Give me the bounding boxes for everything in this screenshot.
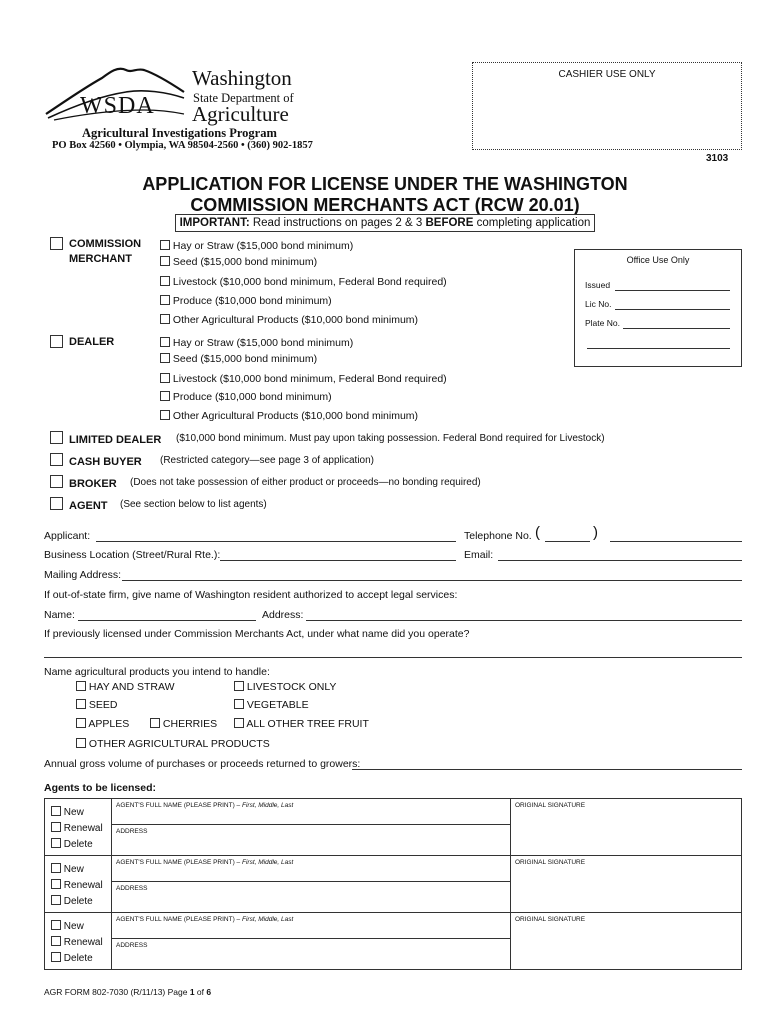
agent-delete-checkbox[interactable] — [51, 838, 61, 848]
agent-row-2 — [44, 855, 742, 913]
dealer-option-livestock — [160, 373, 447, 385]
cm-other-checkbox[interactable] — [160, 314, 170, 324]
product-vegetable-label: VEGETABLE — [246, 699, 309, 711]
agent-delete-checkbox[interactable] — [51, 952, 61, 962]
product-cherries-checkbox[interactable] — [150, 718, 160, 728]
important-label: IMPORTANT: — [179, 217, 250, 229]
email-input[interactable] — [498, 560, 742, 561]
agent-new-label: New — [63, 864, 84, 875]
office-plate-label: Plate No. — [585, 318, 620, 328]
important-text-pre: Read instructions on pages 2 & 3 — [249, 217, 426, 229]
out-of-state-label: If out-of-state firm, give name of Washington resident authorized to accept legal services: — [44, 589, 458, 601]
commission-merchant-label-2: MERCHANT — [69, 253, 132, 265]
dealer-produce-label: Produce ($10,000 bond minimum) — [172, 391, 332, 403]
name-input[interactable] — [78, 620, 256, 621]
applicant-label: Applicant: — [44, 530, 91, 542]
cm-option-hay — [160, 240, 353, 252]
cm-option-other — [160, 314, 418, 326]
agent-name-label: AGENT'S FULL NAME (PLEASE PRINT) – First, Middle, Last — [116, 802, 294, 809]
cm-livestock-checkbox[interactable] — [160, 276, 170, 286]
agent-address-cell[interactable] — [111, 825, 510, 855]
agent-delete-checkbox[interactable] — [51, 895, 61, 905]
business-location-label: Business Location (Street/Rural Rte.): — [44, 549, 221, 561]
agent-address-label: ADDRESS — [116, 828, 148, 835]
commission-merchant-label-1: COMMISSION — [69, 238, 142, 250]
agent-renewal-checkbox[interactable] — [51, 879, 61, 889]
office-use-box — [574, 249, 742, 367]
commission-merchant-checkbox[interactable] — [50, 237, 63, 250]
agent-options — [51, 805, 103, 853]
office-issued-label: Issued — [585, 280, 611, 290]
business-location-input[interactable] — [220, 560, 456, 561]
product-other — [76, 738, 270, 750]
product-seed-checkbox[interactable] — [76, 699, 86, 709]
agent-address-label: ADDRESS — [116, 942, 148, 949]
product-livestock-label: LIVESTOCK ONLY — [246, 681, 337, 693]
mailing-address-label: Mailing Address: — [44, 569, 122, 581]
telephone-number-input[interactable] — [610, 541, 742, 542]
page-title-line2: COMMISSION MERCHANTS ACT (RCW 20.01) — [190, 195, 580, 215]
product-vegetable-checkbox[interactable] — [234, 699, 244, 709]
cm-option-livestock — [160, 276, 447, 288]
product-seed — [76, 699, 118, 711]
gross-volume-label: Annual gross volume of purchases or proceeds returned to growers: — [44, 758, 361, 770]
cash-buyer-checkbox[interactable] — [50, 453, 63, 466]
dealer-livestock-checkbox[interactable] — [160, 373, 170, 383]
product-hay-label: HAY AND STRAW — [88, 681, 175, 693]
agent-delete-label: Delete — [63, 839, 93, 850]
agent-options — [51, 862, 103, 910]
product-apples-checkbox[interactable] — [76, 718, 86, 728]
agent-checkbox[interactable] — [50, 497, 63, 510]
product-other-checkbox[interactable] — [76, 738, 86, 748]
cm-option-produce — [160, 295, 332, 307]
cm-option-seed — [160, 256, 317, 268]
agent-signature-cell[interactable] — [510, 856, 741, 912]
products-prompt: Name agricultural products you intend to handle: — [44, 666, 270, 678]
agency-address: PO Box 42560 • Olympia, WA 98504-2560 • (360) 902-1857 — [52, 140, 313, 151]
product-cherries-label: CHERRIES — [162, 718, 218, 730]
agent-renewal-checkbox[interactable] — [51, 822, 61, 832]
agent-new-label: New — [63, 921, 84, 932]
dealer-hay-checkbox[interactable] — [160, 337, 170, 347]
office-plate-line — [623, 328, 730, 329]
office-use-title: Office Use Only — [626, 255, 690, 265]
cashier-label: CASHIER USE ONLY — [558, 69, 656, 80]
agent-renewal-label: Renewal — [63, 880, 103, 891]
dealer-option-seed — [160, 353, 317, 365]
office-lic-label: Lic No. — [585, 299, 612, 309]
cm-livestock-label: Livestock ($10,000 bond minimum, Federal Bond required) — [172, 276, 447, 288]
agent-name-label: AGENT'S FULL NAME (PLEASE PRINT) – First, Middle, Last — [116, 916, 294, 923]
dealer-checkbox[interactable] — [50, 335, 63, 348]
applicant-input[interactable] — [96, 541, 456, 542]
agent-signature-label: ORIGINAL SIGNATURE — [515, 802, 586, 809]
agent-address-cell[interactable] — [111, 882, 510, 912]
footer-form-id: AGR FORM 802-7030 (R/11/13) Page 1 of 6 — [44, 987, 212, 997]
org-name-line1: Washington — [192, 66, 292, 90]
address-input[interactable] — [306, 620, 742, 621]
agent-options — [51, 919, 103, 967]
agent-delete-label: Delete — [63, 953, 93, 964]
program-name: Agricultural Investigations Program — [82, 126, 277, 140]
product-livestock-checkbox[interactable] — [234, 681, 244, 691]
cm-produce-label: Produce ($10,000 bond minimum) — [172, 295, 332, 307]
product-cherries — [150, 718, 217, 730]
telephone-area-code-open: ( — [535, 524, 540, 541]
dealer-option-other — [160, 410, 418, 422]
agent-new-checkbox[interactable] — [51, 863, 61, 873]
agent-new-label: New — [63, 807, 84, 818]
telephone-label: Telephone No. — [464, 530, 532, 542]
broker-label: BROKER — [69, 478, 117, 490]
limited-dealer-checkbox[interactable] — [50, 431, 63, 444]
product-tree-fruit-label: ALL OTHER TREE FRUIT — [246, 718, 369, 730]
dealer-livestock-label: Livestock ($10,000 bond minimum, Federal Bond required) — [172, 373, 447, 385]
cm-hay-label: Hay or Straw ($15,000 bond minimum) — [172, 240, 354, 252]
dealer-label: DEALER — [69, 336, 115, 348]
product-tree-fruit-checkbox[interactable] — [234, 718, 244, 728]
telephone-area-code-close: ) — [593, 524, 598, 541]
office-lic-line — [615, 309, 730, 310]
product-livestock-only — [234, 681, 336, 693]
agent-renewal-label: Renewal — [63, 937, 103, 948]
agent-signature-label: ORIGINAL SIGNATURE — [515, 859, 586, 866]
telephone-area-code-input[interactable] — [545, 541, 590, 542]
dealer-other-label: Other Agricultural Products ($10,000 bond minimum) — [172, 410, 419, 422]
product-hay-checkbox[interactable] — [76, 681, 86, 691]
cm-other-label: Other Agricultural Products ($10,000 bond minimum) — [172, 314, 419, 326]
address-label: Address: — [262, 609, 304, 621]
agent-renewal-label: Renewal — [63, 823, 103, 834]
agent-address-label: ADDRESS — [116, 885, 148, 892]
agent-new-checkbox[interactable] — [51, 806, 61, 816]
dealer-hay-label: Hay or Straw ($15,000 bond minimum) — [172, 337, 354, 349]
dealer-seed-checkbox[interactable] — [160, 353, 170, 363]
agent-signature-label: ORIGINAL SIGNATURE — [515, 916, 586, 923]
agent-renewal-checkbox[interactable] — [51, 936, 61, 946]
agent-delete-label: Delete — [63, 896, 93, 907]
agent-note: (See section below to list agents) — [120, 499, 267, 510]
cm-seed-label: Seed ($15,000 bond minimum) — [172, 256, 318, 268]
dealer-option-produce — [160, 391, 332, 403]
name-label: Name: — [44, 609, 75, 621]
product-apples-label: APPLES — [88, 718, 130, 730]
agent-signature-cell[interactable] — [510, 913, 741, 969]
previously-licensed-label: If previously licensed under Commission Merchants Act, under what name did you operate? — [44, 628, 470, 640]
agent-address-cell[interactable] — [111, 939, 510, 969]
agents-title: Agents to be licensed: — [44, 782, 157, 794]
office-extra-line — [587, 348, 730, 349]
agent-row-3 — [44, 912, 742, 970]
dealer-produce-checkbox[interactable] — [160, 391, 170, 401]
product-other-label: OTHER AGRICULTURAL PRODUCTS — [88, 738, 270, 750]
agent-name-cell[interactable] — [111, 913, 510, 939]
dealer-option-hay — [160, 337, 353, 349]
cm-hay-checkbox[interactable] — [160, 240, 170, 250]
broker-note: (Does not take possession of either product or proceeds—no bonding required) — [130, 477, 481, 488]
mailing-address-input[interactable] — [122, 580, 742, 581]
org-name-line3: Agriculture — [192, 102, 289, 126]
cash-buyer-note: (Restricted category—see page 3 of application) — [160, 455, 375, 466]
form-code: 3103 — [706, 153, 729, 164]
logo-text: WSDA — [80, 93, 155, 119]
cashier-box — [472, 62, 742, 150]
broker-checkbox[interactable] — [50, 475, 63, 488]
dealer-other-checkbox[interactable] — [160, 410, 170, 420]
cm-produce-checkbox[interactable] — [160, 295, 170, 305]
important-notice — [175, 214, 595, 232]
agent-new-checkbox[interactable] — [51, 920, 61, 930]
limited-dealer-label: LIMITED DEALER — [69, 434, 162, 446]
email-label: Email: — [464, 549, 494, 561]
agent-name-cell[interactable] — [111, 799, 510, 825]
limited-dealer-note: ($10,000 bond minimum. Must pay upon taking possession. Federal Bond required for Livestock) — [176, 433, 605, 444]
agent-row-1 — [44, 798, 742, 856]
agent-label: AGENT — [69, 500, 108, 512]
office-issued-line — [615, 290, 730, 291]
important-text-bold: BEFORE — [425, 217, 474, 229]
important-text-post: completing application — [473, 217, 591, 229]
agent-signature-cell[interactable] — [510, 799, 741, 855]
org-name-line2: State Department of — [193, 91, 294, 105]
page-title-line1: APPLICATION FOR LICENSE UNDER THE WASHINGTON — [142, 174, 628, 194]
dealer-seed-label: Seed ($15,000 bond minimum) — [172, 353, 318, 365]
product-apples — [76, 718, 129, 730]
previously-licensed-input[interactable] — [44, 657, 742, 658]
product-tree-fruit — [234, 718, 369, 730]
agent-name-cell[interactable] — [111, 856, 510, 882]
product-hay-and-straw — [76, 681, 175, 693]
product-seed-label: SEED — [88, 699, 118, 711]
cm-seed-checkbox[interactable] — [160, 256, 170, 266]
cash-buyer-label: CASH BUYER — [69, 456, 142, 468]
gross-volume-input[interactable] — [352, 769, 742, 770]
product-vegetable — [234, 699, 309, 711]
agent-name-label: AGENT'S FULL NAME (PLEASE PRINT) – First, Middle, Last — [116, 859, 294, 866]
